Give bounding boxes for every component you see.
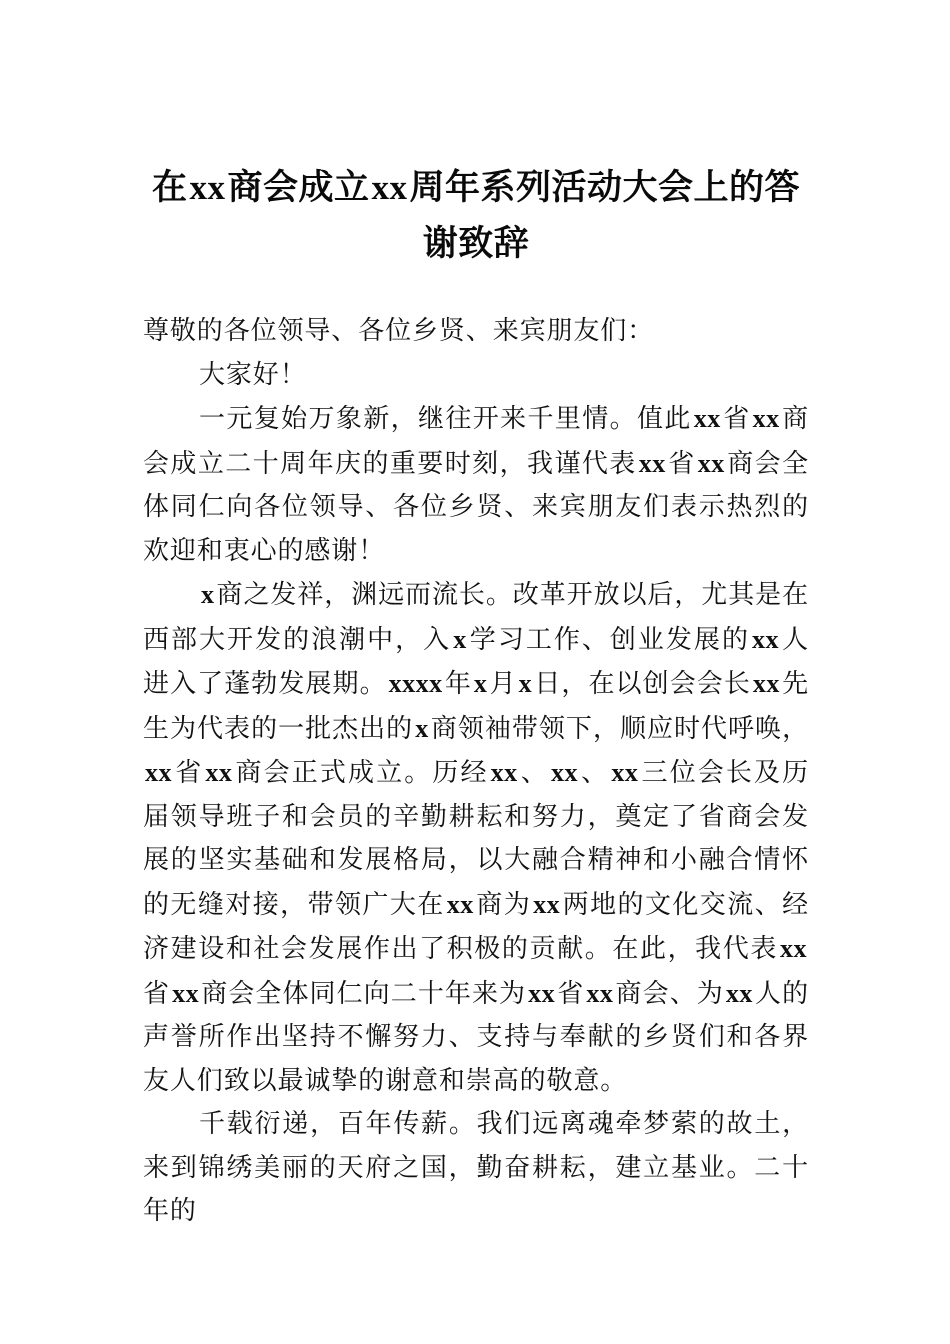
placeholder-token: xx xyxy=(205,758,233,787)
placeholder-token: xx xyxy=(586,978,614,1008)
placeholder-token: x xyxy=(518,669,533,698)
paragraph-history-and-thanks: x商之发祥，渊远而流长。改革开放以后，尤其是在西部大开发的浪潮中，入x学习工作、创业发展的xx人进入了蓬勃发展期。xxxx年x月x日，在以创会会长xx先生为代表的一批杰出的x商领袖带领下，顺应时代呼唤，xx省xx商会正式成立。历经xx、xx、xx三位会长及历届领导班子和会员的辛勤耕耘和努力，奠定了省商会发展的坚实基础和发展格局，以大融合精神和小融合情怀的无缝对接，带领广大在xx商为xx两地的文化交流、经济建设和社会发展作出了积极的贡献。在此，我代表xx省xx商会全体同仁向二十年来为xx省xx商会、为xx人的声誉所作出坚持不懈努力、支持与奉献的乡贤们和各界友人们致以最诚挚的谢意和崇高的敬意。 xyxy=(143,580,810,1096)
paragraph-legacy-closing: 千载衍递，百年传薪。我们远离魂牵梦萦的故土，来到锦绣美丽的天府之国，勤奋耕耘，建立基业。二十年的 xyxy=(143,1109,809,1226)
document-body xyxy=(143,310,809,1234)
placeholder-token: xx xyxy=(528,978,556,1008)
paragraph-salutation: 尊敬的各位领导、各位乡贤、来宾朋友们： xyxy=(143,316,655,346)
placeholder-token: x xyxy=(473,669,488,698)
placeholder-token: xx xyxy=(697,448,725,478)
page-content-area xyxy=(143,0,809,1234)
placeholder-token: xx xyxy=(533,889,561,919)
paragraph-opening-welcome: 一元复始万象新，继往开来千里情。值此xx省xx商会成立二十周年庆的重要时刻，我谨代表xx省xx商会全体同仁向各位领导、各位乡贤、来宾朋友们表示热烈的欢迎和衷心的感谢！ xyxy=(143,404,810,566)
placeholder-token: xx xyxy=(550,758,578,787)
placeholder-token: xx xyxy=(693,404,721,433)
placeholder-token: xx xyxy=(725,978,753,1008)
placeholder-token: x xyxy=(453,624,467,654)
placeholder-token: xxxx xyxy=(388,669,443,698)
placeholder-token: xx xyxy=(638,448,666,478)
placeholder-token: xx xyxy=(145,758,172,787)
placeholder-token: xx xyxy=(752,404,780,433)
placeholder-token: xx xyxy=(780,934,807,963)
placeholder-token: xx xyxy=(752,669,780,698)
placeholder-token: xx xyxy=(490,758,518,787)
placeholder-token: x xyxy=(201,580,215,609)
page-title: 在xx商会成立xx周年系列活动大会上的答谢致辞 xyxy=(151,168,801,263)
placeholder-token: xx xyxy=(172,978,200,1008)
placeholder-token: x xyxy=(415,713,429,743)
placeholder-token: xx xyxy=(371,168,408,207)
paragraph-greeting: 大家好！ xyxy=(199,359,307,390)
placeholder-token: xx xyxy=(611,758,639,787)
placeholder-token: xx xyxy=(189,168,226,207)
placeholder-token: xx xyxy=(446,889,474,919)
placeholder-token: xx xyxy=(751,624,779,654)
